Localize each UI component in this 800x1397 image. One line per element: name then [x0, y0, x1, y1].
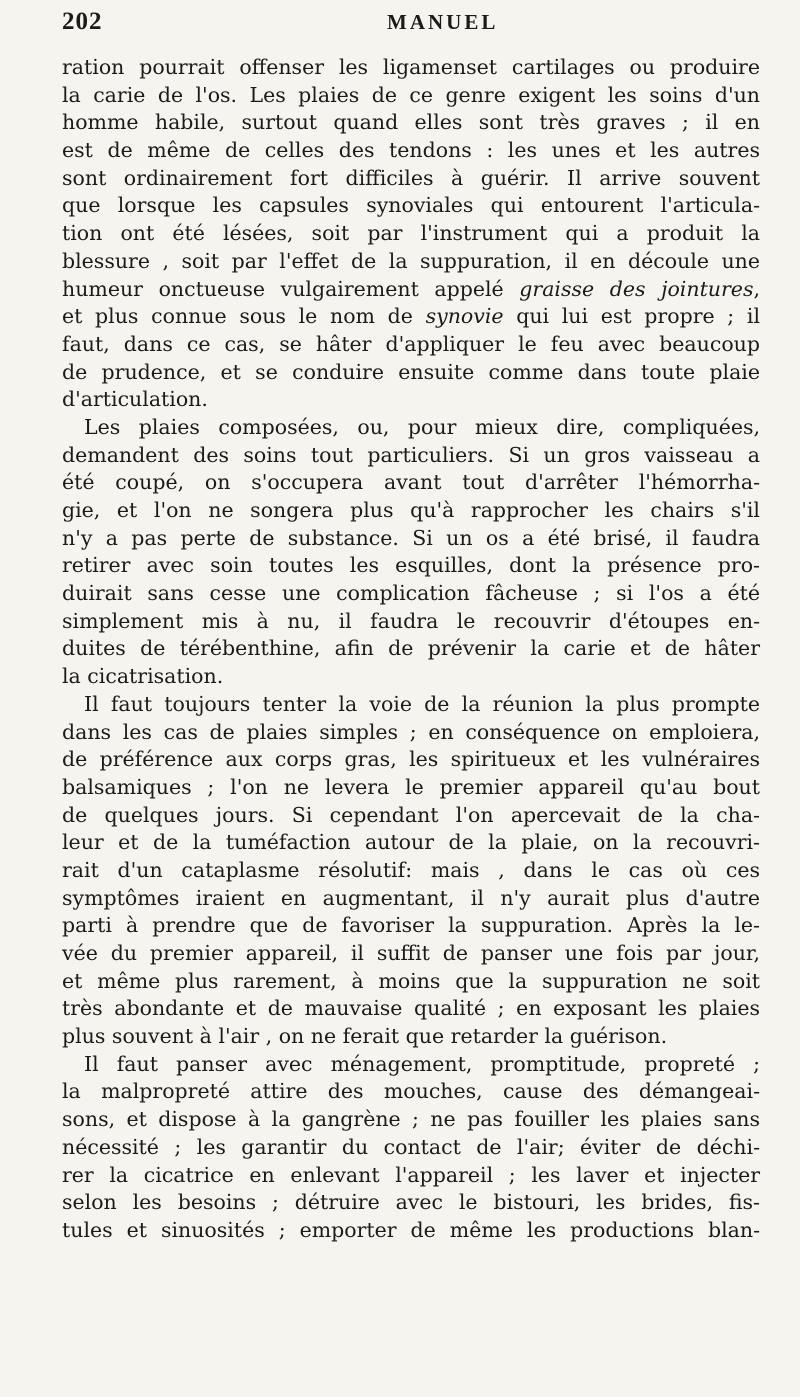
text-line: très abondante et de mauvaise qualité ; en exposant les plaies	[62, 996, 760, 1021]
text-line: selon les besoins ; détruire avec le bistouri, les brides, fis-	[62, 1190, 760, 1215]
text-line: n'y a pas perte de substance. Si un os a été brisé, il faudra	[62, 525, 760, 550]
text-line: plus souvent à l'air , on ne ferait que retarder la guérison.	[62, 1024, 668, 1049]
text-line: demandent des soins tout particuliers. Si un gros vaisseau a	[62, 442, 760, 467]
text-line: Il faut toujours tenter la voie de la réunion la plus prompte	[84, 691, 760, 716]
text-line: duites de térébenthine, afin de prévenir la carie et de hâter	[62, 636, 760, 661]
text-line: faut, dans ce cas, se hâter d'appliquer le feu avec beaucoup	[62, 331, 760, 356]
text-line: rer la cicatrice en enlevant l'appareil ; les laver et injecter	[62, 1162, 760, 1187]
text-line: été coupé, on s'occupera avant tout d'arrêter l'hémorrha-	[62, 470, 760, 495]
italic-term: synovie	[425, 304, 504, 329]
text-line: est de même de celles des tendons : les unes et les autres	[62, 138, 760, 163]
text-line: la carie de l'os. Les plaies de ce genre exigent les soins d'un	[62, 82, 760, 107]
text-line: de prudence, et se conduire ensuite comme dans toute plaie	[62, 359, 760, 384]
text-line: parti à prendre que de favoriser la suppuration. Après la le-	[62, 913, 760, 938]
text-line: rait d'un cataplasme résolutif: mais , dans le cas où ces	[62, 857, 760, 882]
text-line: balsamiques ; l'on ne levera le premier appareil qu'au bout	[62, 774, 760, 799]
text-line: d'articulation.	[62, 387, 208, 412]
text-line: et plus connue sous le nom de synovie qui lui est propre ; il	[62, 304, 760, 329]
text-line: leur et de la tuméfaction autour de la plaie, on la recouvri-	[62, 830, 760, 855]
running-title: MANUEL	[387, 10, 499, 34]
text-line: gie, et l'on ne songera plus qu'à rapprocher les chairs s'il	[62, 498, 760, 522]
text-line: de préférence aux corps gras, les spiritueux et les vulnéraires	[62, 747, 760, 772]
text-line: blessure , soit par l'effet de la suppuration, il en découle une	[62, 248, 760, 273]
text-line: vée du premier appareil, il suffit de panser une fois par jour,	[62, 941, 760, 965]
page-header	[62, 8, 762, 48]
text-line: sons, et dispose à la gangrène ; ne pas fouiller les plaies sans	[62, 1107, 760, 1132]
text-line: dans les cas de plaies simples ; en conséquence on emploiera,	[62, 719, 760, 744]
text-line: de quelques jours. Si cependant l'on apercevait de la cha-	[62, 802, 760, 827]
body-text	[62, 54, 760, 1245]
text-line: la malpropreté attire des mouches, cause des démangeai-	[62, 1079, 760, 1104]
text-line: que lorsque les capsules synoviales qui entourent l'articula-	[62, 193, 760, 218]
text-line: retirer avec soin toutes les esquilles, dont la présence pro-	[62, 553, 760, 578]
text-line: simplement mis à nu, il faudra le recouvrir d'étoupes en-	[62, 608, 760, 633]
text-line: la cicatrisation.	[62, 664, 224, 689]
text-line: duirait sans cesse une complication fâcheuse ; si l'os a été	[62, 581, 760, 606]
text-line: Les plaies composées, ou, pour mieux dire, compliquées,	[84, 414, 760, 439]
italic-term: graisse des jointures	[519, 276, 754, 301]
text-line: sont ordinairement fort difficiles à guérir. Il arrive souvent	[62, 165, 760, 190]
text-line: humeur onctueuse vulgairement appelé graisse des jointures,	[62, 276, 760, 301]
page-number: 202	[62, 8, 103, 35]
text-line: nécessité ; les garantir du contact de l'air; éviter de déchi-	[62, 1134, 760, 1159]
text-line: et même plus rarement, à moins que la suppuration ne soit	[62, 968, 760, 993]
text-line: homme habile, surtout quand elles sont très graves ; il en	[62, 110, 760, 135]
text-line: tion ont été lésées, soit par l'instrument qui a produit la	[62, 221, 760, 246]
text-line: tules et sinuosités ; emporter de même les productions blan-	[62, 1217, 760, 1242]
text-line: Il faut panser avec ménagement, promptitude, propreté ;	[84, 1051, 760, 1076]
text-line: ration pourrait offenser les ligamenset cartilages ou produire	[62, 55, 760, 79]
text-line: symptômes iraient en augmentant, il n'y aurait plus d'autre	[62, 885, 760, 910]
